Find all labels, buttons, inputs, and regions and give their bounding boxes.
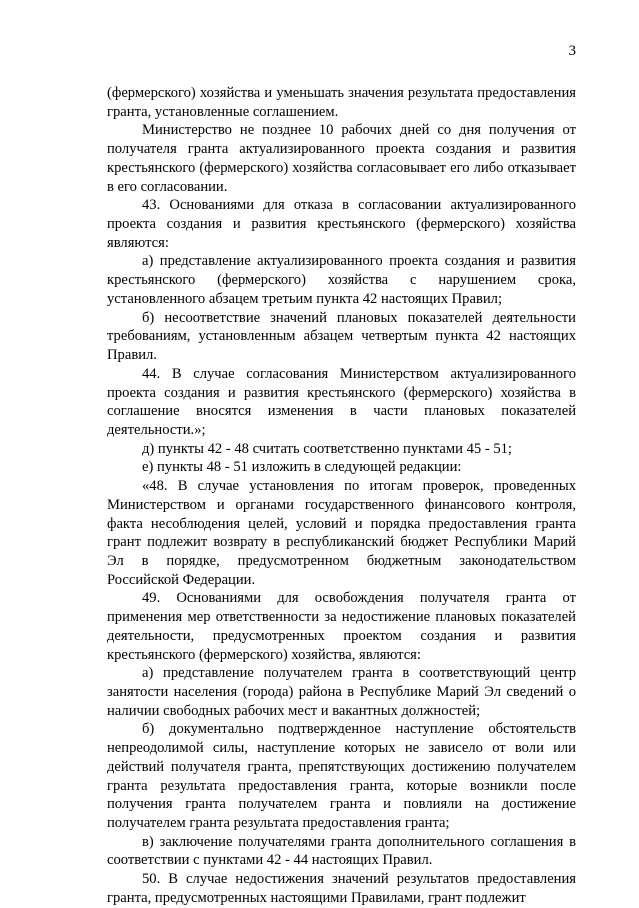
paragraph: 50. В случае недостижения значений результатов предоставления гранта, предусмотренных настоящими Правилами, грант подлежит <box>107 871 576 906</box>
paragraph: а) представление актуализированного проекта создания и развития крестьянского (фермерского) хозяйства с нарушением срока, установленного абзацем третьим пункта 42 настоящих Правил; <box>107 253 576 307</box>
document-body <box>107 84 576 908</box>
paragraph: б) несоответствие значений плановых показателей деятельности требованиям, установленным абзацем четвертым пункта 42 настоящих Правил. <box>107 309 576 364</box>
paragraph: 49. Основаниями для освобождения получателя гранта от применения мер ответственности за недостижение плановых показателей деятельности, предусмотренных проектом создания и развития крестьянского (фермерского) хозяйства, являются: <box>107 590 576 663</box>
paragraph: Министерство не позднее 10 рабочих дней со дня получения от получателя гранта актуализированного проекта создания и развития крестьянского (фермерского) хозяйства согласовывает его либо отказывает в его согласовании. <box>107 122 576 195</box>
paragraph: 44. В случае согласования Министерством актуализированного проекта создания и развития крестьянского (фермерского) хозяйства в соглашение вносятся изменения в части плановых показателей деятельности.»; <box>107 365 576 438</box>
paragraph: в) заключение получателями гранта дополнительного соглашения в соответствии с пунктами 42 - 44 настоящих Правил. <box>107 833 576 869</box>
paragraph: б) документально подтвержденное наступление обстоятельств непреодолимой силы, наступление которых не зависело от воли или действий получателя гранта, препятствующих достижению получателем гранта результата предоставления гранта, которые возникли после получения гранта получателем гранта и повлияли на достижение получателем гранта результата предоставления гранта; <box>107 721 576 832</box>
paragraph: «48. В случае установления по итогам проверок, проведенных Министерством и органами государственного финансового контроля, факта несоблюдения целей, условий и порядка предоставления гранта грант подлежит возврату в республиканский бюджет Республики Марий Эл в порядке, предусмотренном бюджетным законодательством Российской Федерации. <box>107 478 576 588</box>
paragraph: (фермерского) хозяйства и уменьшать значения результата предоставления гранта, установленные соглашением. <box>107 85 576 120</box>
paragraph: д) пункты 42 - 48 считать соответственно пунктами 45 - 51; <box>142 440 512 457</box>
paragraph: а) представление получателем гранта в соответствующий центр занятости населения (города) района в Республике Марий Эл сведений о наличии свободных рабочих мест и вакантных должностей; <box>107 665 576 719</box>
page-number: 3 <box>568 43 576 59</box>
paragraph: 43. Основаниями для отказа в согласовании актуализированного проекта создания и развития крестьянского (фермерского) хозяйства являются: <box>107 197 576 251</box>
paragraph: е) пункты 48 - 51 изложить в следующей редакции: <box>142 459 462 476</box>
